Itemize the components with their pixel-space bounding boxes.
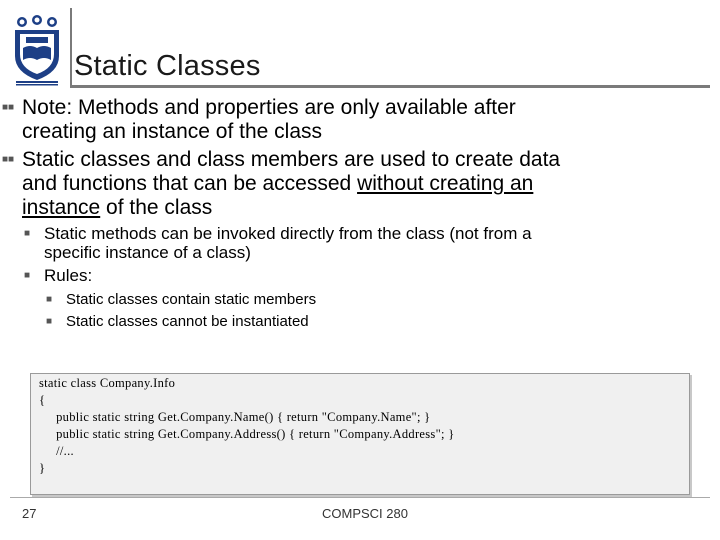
bullet-line: Note: Methods and properties are only available after (22, 96, 516, 119)
sub-bullet-static-methods (24, 224, 532, 262)
underlined-text: instance (22, 196, 101, 219)
bullet-icon: ■ (46, 316, 53, 327)
bullet-line: and functions that can be accessed without creating an (22, 172, 534, 195)
sub-bullet-rules (24, 266, 93, 285)
course-label: COMPSCI 280 (322, 506, 408, 521)
sub-bullet-line: Rules: (44, 266, 93, 285)
title-underline-rule (70, 85, 710, 88)
code-text: static class Company.Info { public static string Get.Company.Name() { return "Company.Name"; } public static string Get.Company.Address() { return "Company.Address"; } //... } (39, 376, 455, 475)
bullet-icon: ■ (24, 228, 31, 239)
rule-item: ■ Static classes contain static members (46, 291, 317, 308)
title-vertical-rule (70, 8, 72, 88)
code-block (30, 373, 690, 495)
bullet-static-classes (2, 148, 561, 220)
page-number: 27 (22, 506, 37, 521)
bullet-icon: ■ (46, 294, 53, 305)
bullet-icon: ■■ (2, 154, 15, 165)
sub-bullet-line: Static methods can be invoked directly from the class (not from a (44, 224, 532, 243)
slide-title: Static Classes (74, 50, 261, 82)
footer-rule (10, 497, 710, 498)
bullet-icon: ■■ (2, 102, 15, 113)
underlined-text: without creating an (357, 172, 534, 195)
bullet-line: Static classes and class members are used to create data (22, 148, 561, 171)
bullet-icon: ■ (24, 270, 31, 281)
sub-bullet-line: specific instance of a class) (44, 243, 251, 262)
bullet-line: creating an instance of the class (22, 120, 323, 143)
rule-item: ■ Static classes cannot be instantiated (46, 313, 309, 330)
bullet-line: instance of the class (22, 196, 213, 219)
bullet-note (2, 96, 516, 144)
university-crest-icon (12, 14, 62, 86)
